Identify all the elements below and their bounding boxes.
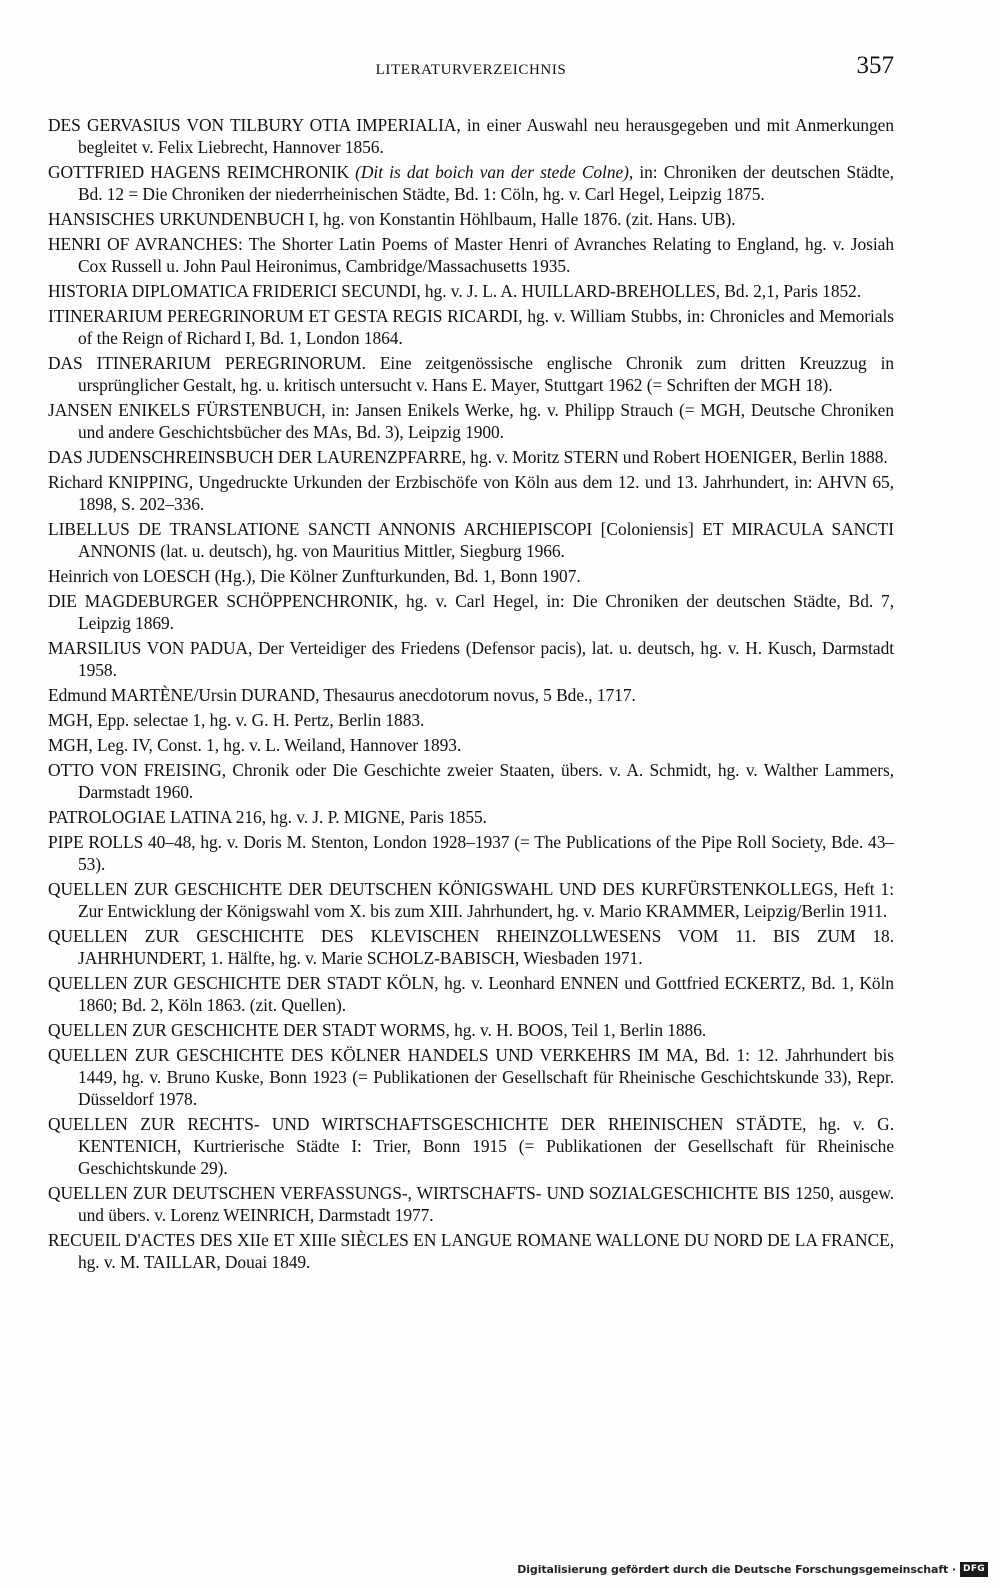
bibliography-entry: QUELLEN ZUR GESCHICHTE DES KLEVISCHEN RHEINZOLLWESENS VOM 11. BIS ZUM 18. JAHRHUNDERT, 1. Hälfte, hg. v. Marie SCHOLZ-BABISCH, Wiesbaden 1971. — [48, 926, 894, 968]
bibliography-entry: MARSILIUS VON PADUA, Der Verteidiger des Friedens (Defensor pacis), lat. u. deutsch, hg. v. H. Kusch, Darmstadt 1958. — [48, 638, 894, 680]
funding-note: Digitalisierung gefördert durch die Deutsche Forschungsgemeinschaft · — [517, 1562, 956, 1576]
bibliography-entry: QUELLEN ZUR DEUTSCHEN VERFASSUNGS-, WIRTSCHAFTS- UND SOZIALGESCHICHTE BIS 1250, ausgew. und übers. v. Lorenz WEINRICH, Darmstadt 1977. — [48, 1183, 894, 1225]
bibliography-entry: Richard KNIPPING, Ungedruckte Urkunden der Erzbischöfe von Köln aus dem 12. und 13. Jahrhundert, in: AHVN 65, 1898, S. 202–336. — [48, 472, 894, 514]
bibliography-entry: Heinrich von LOESCH (Hg.), Die Kölner Zunfturkunden, Bd. 1, Bonn 1907. — [48, 566, 581, 586]
bibliography-entry: HENRI OF AVRANCHES: The Shorter Latin Poems of Master Henri of Avranches Relating to England, hg. v. Josiah Cox Russell u. John Paul Heironimus, Cambridge/Massachusetts 1935. — [48, 234, 894, 276]
bibliography-entry: DIE MAGDEBURGER SCHÖPPENCHRONIK, hg. v. Carl Hegel, in: Die Chroniken der deutschen Städte, Bd. 7, Leipzig 1869. — [48, 591, 894, 633]
bibliography-entry: DES GERVASIUS VON TILBURY OTIA IMPERIALIA, in einer Auswahl neu herausgegeben und mit Anmerkungen begleitet v. Felix Liebrecht, Hannover 1856. — [48, 115, 894, 157]
digitization-footer — [517, 1558, 988, 1580]
entry-italic-title: (Dit is dat boich van der stede Colne), — [355, 162, 634, 182]
page-number: 357 — [856, 52, 894, 79]
dfg-logo: DFG — [960, 1562, 988, 1577]
bibliography-entry: JANSEN ENIKELS FÜRSTENBUCH, in: Jansen Enikels Werke, hg. v. Philipp Strauch (= MGH, Deutsche Chroniken und andere Geschichtsbücher des MAs, Bd. 3), Leipzig 1900. — [48, 400, 894, 442]
bibliography-entry: QUELLEN ZUR GESCHICHTE DES KÖLNER HANDELS UND VERKEHRS IM MA, Bd. 1: 12. Jahrhundert bis 1449, hg. v. Bruno Kuske, Bonn 1923 (= Publikationen der Gesellschaft für Rheinische Geschichtskunde 33), Repr. Düsseldorf 1978. — [48, 1045, 894, 1109]
bibliography-entry: DAS JUDENSCHREINSBUCH DER LAURENZPFARRE, hg. v. Moritz STERN und Robert HOENIGER, Berlin 1888. — [48, 447, 888, 467]
bibliography-entry: MGH, Leg. IV, Const. 1, hg. v. L. Weiland, Hannover 1893. — [48, 735, 462, 755]
bibliography-entry: QUELLEN ZUR GESCHICHTE DER STADT KÖLN, hg. v. Leonhard ENNEN und Gottfried ECKERTZ, Bd. 1, Köln 1860; Bd. 2, Köln 1863. (zit. Quellen). — [48, 973, 894, 1015]
bibliography-entry: HANSISCHES URKUNDENBUCH I, hg. von Konstantin Höhlbaum, Halle 1876. (zit. Hans. UB). — [48, 209, 736, 229]
bibliography-entry: PATROLOGIAE LATINA 216, hg. v. J. P. MIGNE, Paris 1855. — [48, 807, 487, 827]
bibliography-entry — [48, 161, 894, 205]
bibliography-entry: Edmund MARTÈNE/Ursin DURAND, Thesaurus anecdotorum novus, 5 Bde., 1717. — [48, 685, 636, 705]
bibliography-list — [48, 114, 894, 1276]
bibliography-entry: PIPE ROLLS 40–48, hg. v. Doris M. Stenton, London 1928–1937 (= The Publications of the Pipe Roll Society, Bde. 43–53). — [48, 832, 894, 874]
bibliography-entry: MGH, Epp. selectae 1, hg. v. G. H. Pertz, Berlin 1883. — [48, 710, 425, 730]
bibliography-entry: QUELLEN ZUR RECHTS- UND WIRTSCHAFTSGESCHICHTE DER RHEINISCHEN STÄDTE, hg. v. G. KENTENICH, Kurtrierische Städte I: Trier, Bonn 1915 (= Publikationen der Gesellschaft für Rheinische Geschichtskunde 29). — [48, 1114, 894, 1178]
bibliography-entry: HISTORIA DIPLOMATICA FRIDERICI SECUNDI, hg. v. J. L. A. HUILLARD-BREHOLLES, Bd. 2,1, Paris 1852. — [48, 281, 862, 301]
page-header — [48, 52, 894, 92]
bibliography-entry: QUELLEN ZUR GESCHICHTE DER STADT WORMS, hg. v. H. BOOS, Teil 1, Berlin 1886. — [48, 1020, 707, 1040]
bibliography-entry: LIBELLUS DE TRANSLATIONE SANCTI ANNONIS ARCHIEPISCOPI [Coloniensis] ET MIRACULA SANCTI ANNONIS (lat. u. deutsch), hg. von Mauritius Mittler, Siegburg 1966. — [48, 519, 894, 561]
entry-text-after: in: Chroniken der deutschen Städte, Bd. 12 = Die Chroniken der niederrheinischen Städte, Bd. 1: Cöln, hg. v. Carl Hegel, Leipzig 1875. — [78, 162, 894, 204]
bibliography-entry: OTTO VON FREISING, Chronik oder Die Geschichte zweier Staaten, übers. v. A. Schmidt, hg. v. Walther Lammers, Darmstadt 1960. — [48, 760, 894, 802]
running-title: LITERATURVERZEICHNIS — [375, 62, 567, 78]
entry-text-before: GOTTFRIED HAGENS REIMCHRONIK — [48, 162, 356, 182]
bibliography-entry: QUELLEN ZUR GESCHICHTE DER DEUTSCHEN KÖNIGSWAHL UND DES KURFÜRSTENKOLLEGS, Heft 1: Zur Entwicklung der Königswahl vom X. bis zum XIII. Jahrhundert, hg. v. Mario KRAMMER, Leipzig/Berlin 1911. — [48, 879, 894, 921]
bibliography-entry: RECUEIL D'ACTES DES XIIe ET XIIIe SIÈCLES EN LANGUE ROMANE WALLONE DU NORD DE LA FRANCE, hg. v. M. TAILLAR, Douai 1849. — [48, 1230, 894, 1272]
bibliography-entry: DAS ITINERARIUM PEREGRINORUM. Eine zeitgenössische englische Chronik zum dritten Kreuzzug in ursprünglicher Gestalt, hg. u. kritisch untersucht v. Hans E. Mayer, Stuttgart 1962 (= Schriften der MGH 18). — [48, 353, 894, 395]
bibliography-entry: ITINERARIUM PEREGRINORUM ET GESTA REGIS RICARDI, hg. v. William Stubbs, in: Chronicles and Memorials of the Reign of Richard I, Bd. 1, London 1864. — [48, 306, 894, 348]
